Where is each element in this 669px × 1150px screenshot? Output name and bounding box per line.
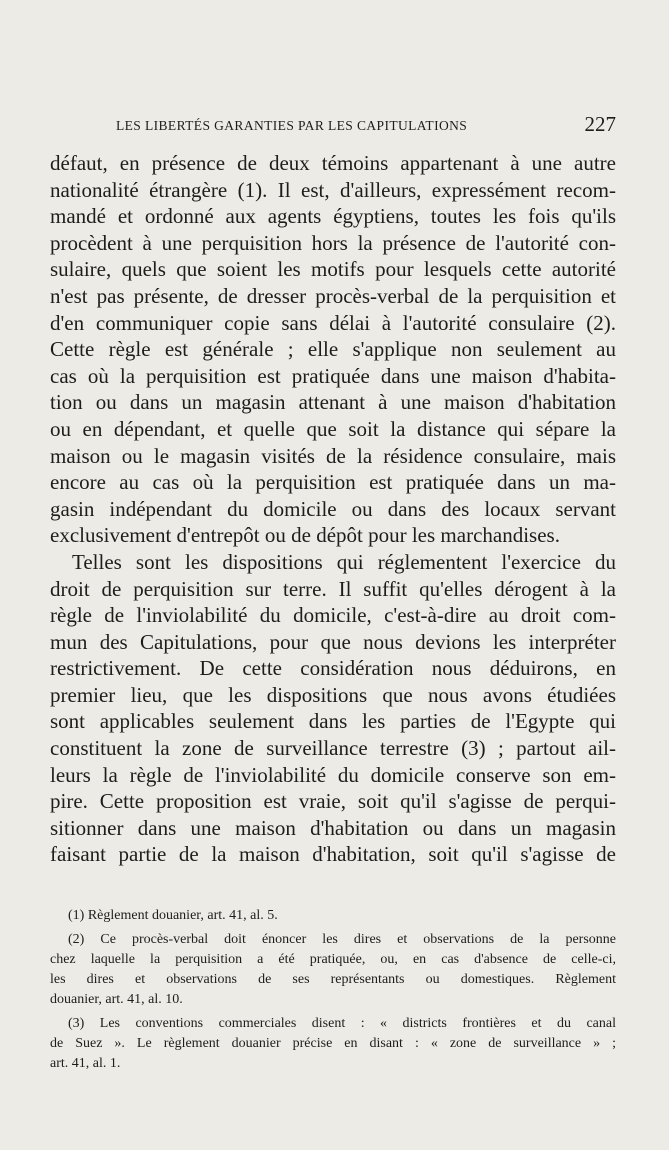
paragraph-1 xyxy=(50,150,616,549)
text-line: sont applicables seulement dans les parties de l'Egypte qui xyxy=(50,709,616,734)
footnote-line: les dires et observations de ses représentants ou domestiques. Règlement xyxy=(50,972,616,987)
text-line: sulaire, quels que soient les motifs pour lesquels cette autorité xyxy=(50,257,616,282)
paragraph-2 xyxy=(50,549,616,868)
text-line: leurs la règle de l'inviolabilité du domicile conserve son em- xyxy=(50,762,616,787)
text-line: cas où la perquisition est pratiquée dans une maison d'habita- xyxy=(50,363,616,388)
text-line: règle de l'inviolabilité du domicile, c'est-à-dire au droit com- xyxy=(50,603,616,628)
text-line: nationalité étrangère (1). Il est, d'ailleurs, expressément recom- xyxy=(50,177,616,202)
text-line: tion ou dans un magasin attenant à une maison d'habitation xyxy=(50,390,616,415)
text-line: sitionner dans une maison d'habitation ou dans un magasin xyxy=(50,815,616,840)
text-line: constituent la zone de surveillance terrestre (3) ; partout ail- xyxy=(50,736,616,761)
body-text xyxy=(50,150,616,868)
footnote-line: chez laquelle la perquisition a été pratiquée, ou, en cas d'absence de celle-ci, xyxy=(50,952,616,967)
text-line: faisant partie de la maison d'habitation, soit qu'il s'agisse de xyxy=(50,842,616,867)
footnote-line: art. 41, al. 1. xyxy=(50,1056,121,1071)
text-line: procèdent à une perquisition hors la présence de l'autorité con- xyxy=(50,230,616,255)
text-line: Telles sont les dispositions qui réglementent l'exercice du xyxy=(72,549,616,574)
page-header xyxy=(50,112,616,140)
text-line: mun des Capitulations, pour que nous devions les interpréter xyxy=(50,629,616,654)
footnote-1 xyxy=(50,906,616,926)
text-line: maison ou le magasin visités de la résidence consulaire, mais xyxy=(50,443,616,468)
text-line: pire. Cette proposition est vraie, soit qu'il s'agisse de perqui- xyxy=(50,789,616,814)
text-line: mandé et ordonné aux agents égyptiens, toutes les fois qu'ils xyxy=(50,204,616,229)
text-line: gasin indépendant du domicile ou dans des locaux servant xyxy=(50,496,616,521)
text-line: exclusivement d'entrepôt ou de dépôt pour les marchandises. xyxy=(50,523,560,548)
running-head: LES LIBERTÉS GARANTIES PAR LES CAPITULATIONS xyxy=(116,118,468,133)
text-line: ou en dépendant, et quelle que soit la distance qui sépare la xyxy=(50,416,616,441)
text-line: d'en communiquer copie sans délai à l'autorité consulaire (2). xyxy=(50,310,616,335)
text-line: restrictivement. De cette considération nous déduirons, en xyxy=(50,656,616,681)
footnote-2 xyxy=(50,930,616,1010)
footnote-line: (3) Les conventions commerciales disent : « districts frontières et du canal xyxy=(68,1016,616,1031)
text-line: premier lieu, que les dispositions que nous avons étudiées xyxy=(50,682,616,707)
footnote-3 xyxy=(50,1014,616,1074)
footnote-line: (2) Ce procès-verbal doit énoncer les dires et observations de la personne xyxy=(68,932,616,947)
footnote-line: de Suez ». Le règlement douanier précise en disant : « zone de surveillance » ; xyxy=(50,1036,616,1051)
text-line: droit de perquisition sur terre. Il suffit qu'elles dérogent à la xyxy=(50,576,616,601)
footnote-line: douanier, art. 41, al. 10. xyxy=(50,992,183,1007)
text-line: défaut, en présence de deux témoins appartenant à une autre xyxy=(50,151,616,175)
text-line: Cette règle est générale ; elle s'applique non seulement au xyxy=(50,337,616,362)
page-number: 227 xyxy=(584,112,616,136)
footnotes xyxy=(50,906,616,1078)
text-line: encore au cas où la perquisition est pratiquée dans un ma- xyxy=(50,470,616,495)
text-line: n'est pas présente, de dresser procès-verbal de la perquisition et xyxy=(50,283,616,308)
footnote-line: (1) Règlement douanier, art. 41, al. 5. xyxy=(68,908,278,923)
